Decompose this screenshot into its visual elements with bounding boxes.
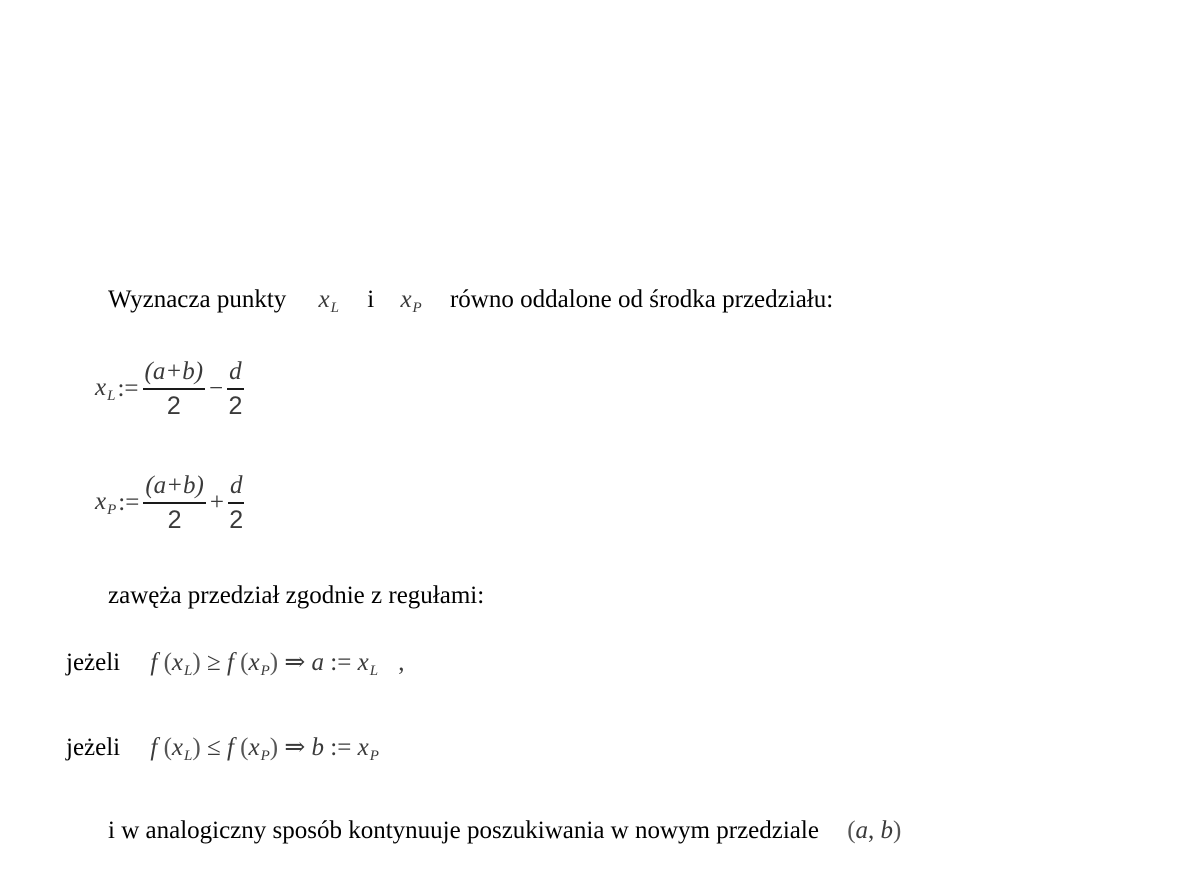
var-xl: $x_L$ — [318, 286, 339, 316]
formula-xp-lhs: $x_P$ — [95, 487, 117, 518]
intro-line — [108, 285, 833, 323]
closing-text: i w analogiczny sposób kontynuuje poszukiwania w nowym przedziale — [108, 817, 819, 844]
formula-xp-frac2: $\frac{d}{2}$ — [229, 472, 244, 534]
rule1-label: jeżeli — [66, 649, 121, 676]
formula-xl-frac2: $\frac{d}{2}$ — [228, 358, 243, 420]
narrow-text: zawęża przedział zgodnie z regułami: — [108, 582, 485, 609]
formula-xl — [95, 358, 246, 420]
var-xp: $x_P$ — [400, 286, 422, 316]
intro-conj: i — [367, 286, 375, 313]
intro-text-before: Wyznacza punkty — [108, 286, 287, 313]
formula-xl-assign: := — [117, 375, 139, 402]
rule2-expr: f $(x_L) \le f$ $(x_P)$ ⇒ b := $x_P$ — [150, 734, 379, 764]
rule-2 — [66, 733, 379, 771]
interval-ab: (a, b) — [847, 817, 902, 844]
rule1-expr: f $(x_L) \ge f$ $(x_P)$ ⇒ a := $x_L$ , — [150, 649, 405, 679]
formula-xp — [95, 472, 246, 534]
formula-xp-assign: := — [118, 489, 140, 516]
closing-line — [108, 816, 901, 846]
formula-xp-frac1: $\frac{(a+b)}{2}$ — [145, 472, 204, 534]
formula-xl-lhs: $x_L$ — [95, 373, 116, 404]
formula-xl-operator: − — [209, 375, 224, 402]
formula-xl-frac1: $\frac{(a+b)}{2}$ — [144, 358, 204, 420]
formula-xp-operator: + — [209, 489, 224, 516]
rule2-label: jeżeli — [66, 734, 121, 761]
rule-1 — [66, 648, 405, 686]
intro-text-after: równo oddalone od środka przedziału: — [449, 286, 834, 313]
